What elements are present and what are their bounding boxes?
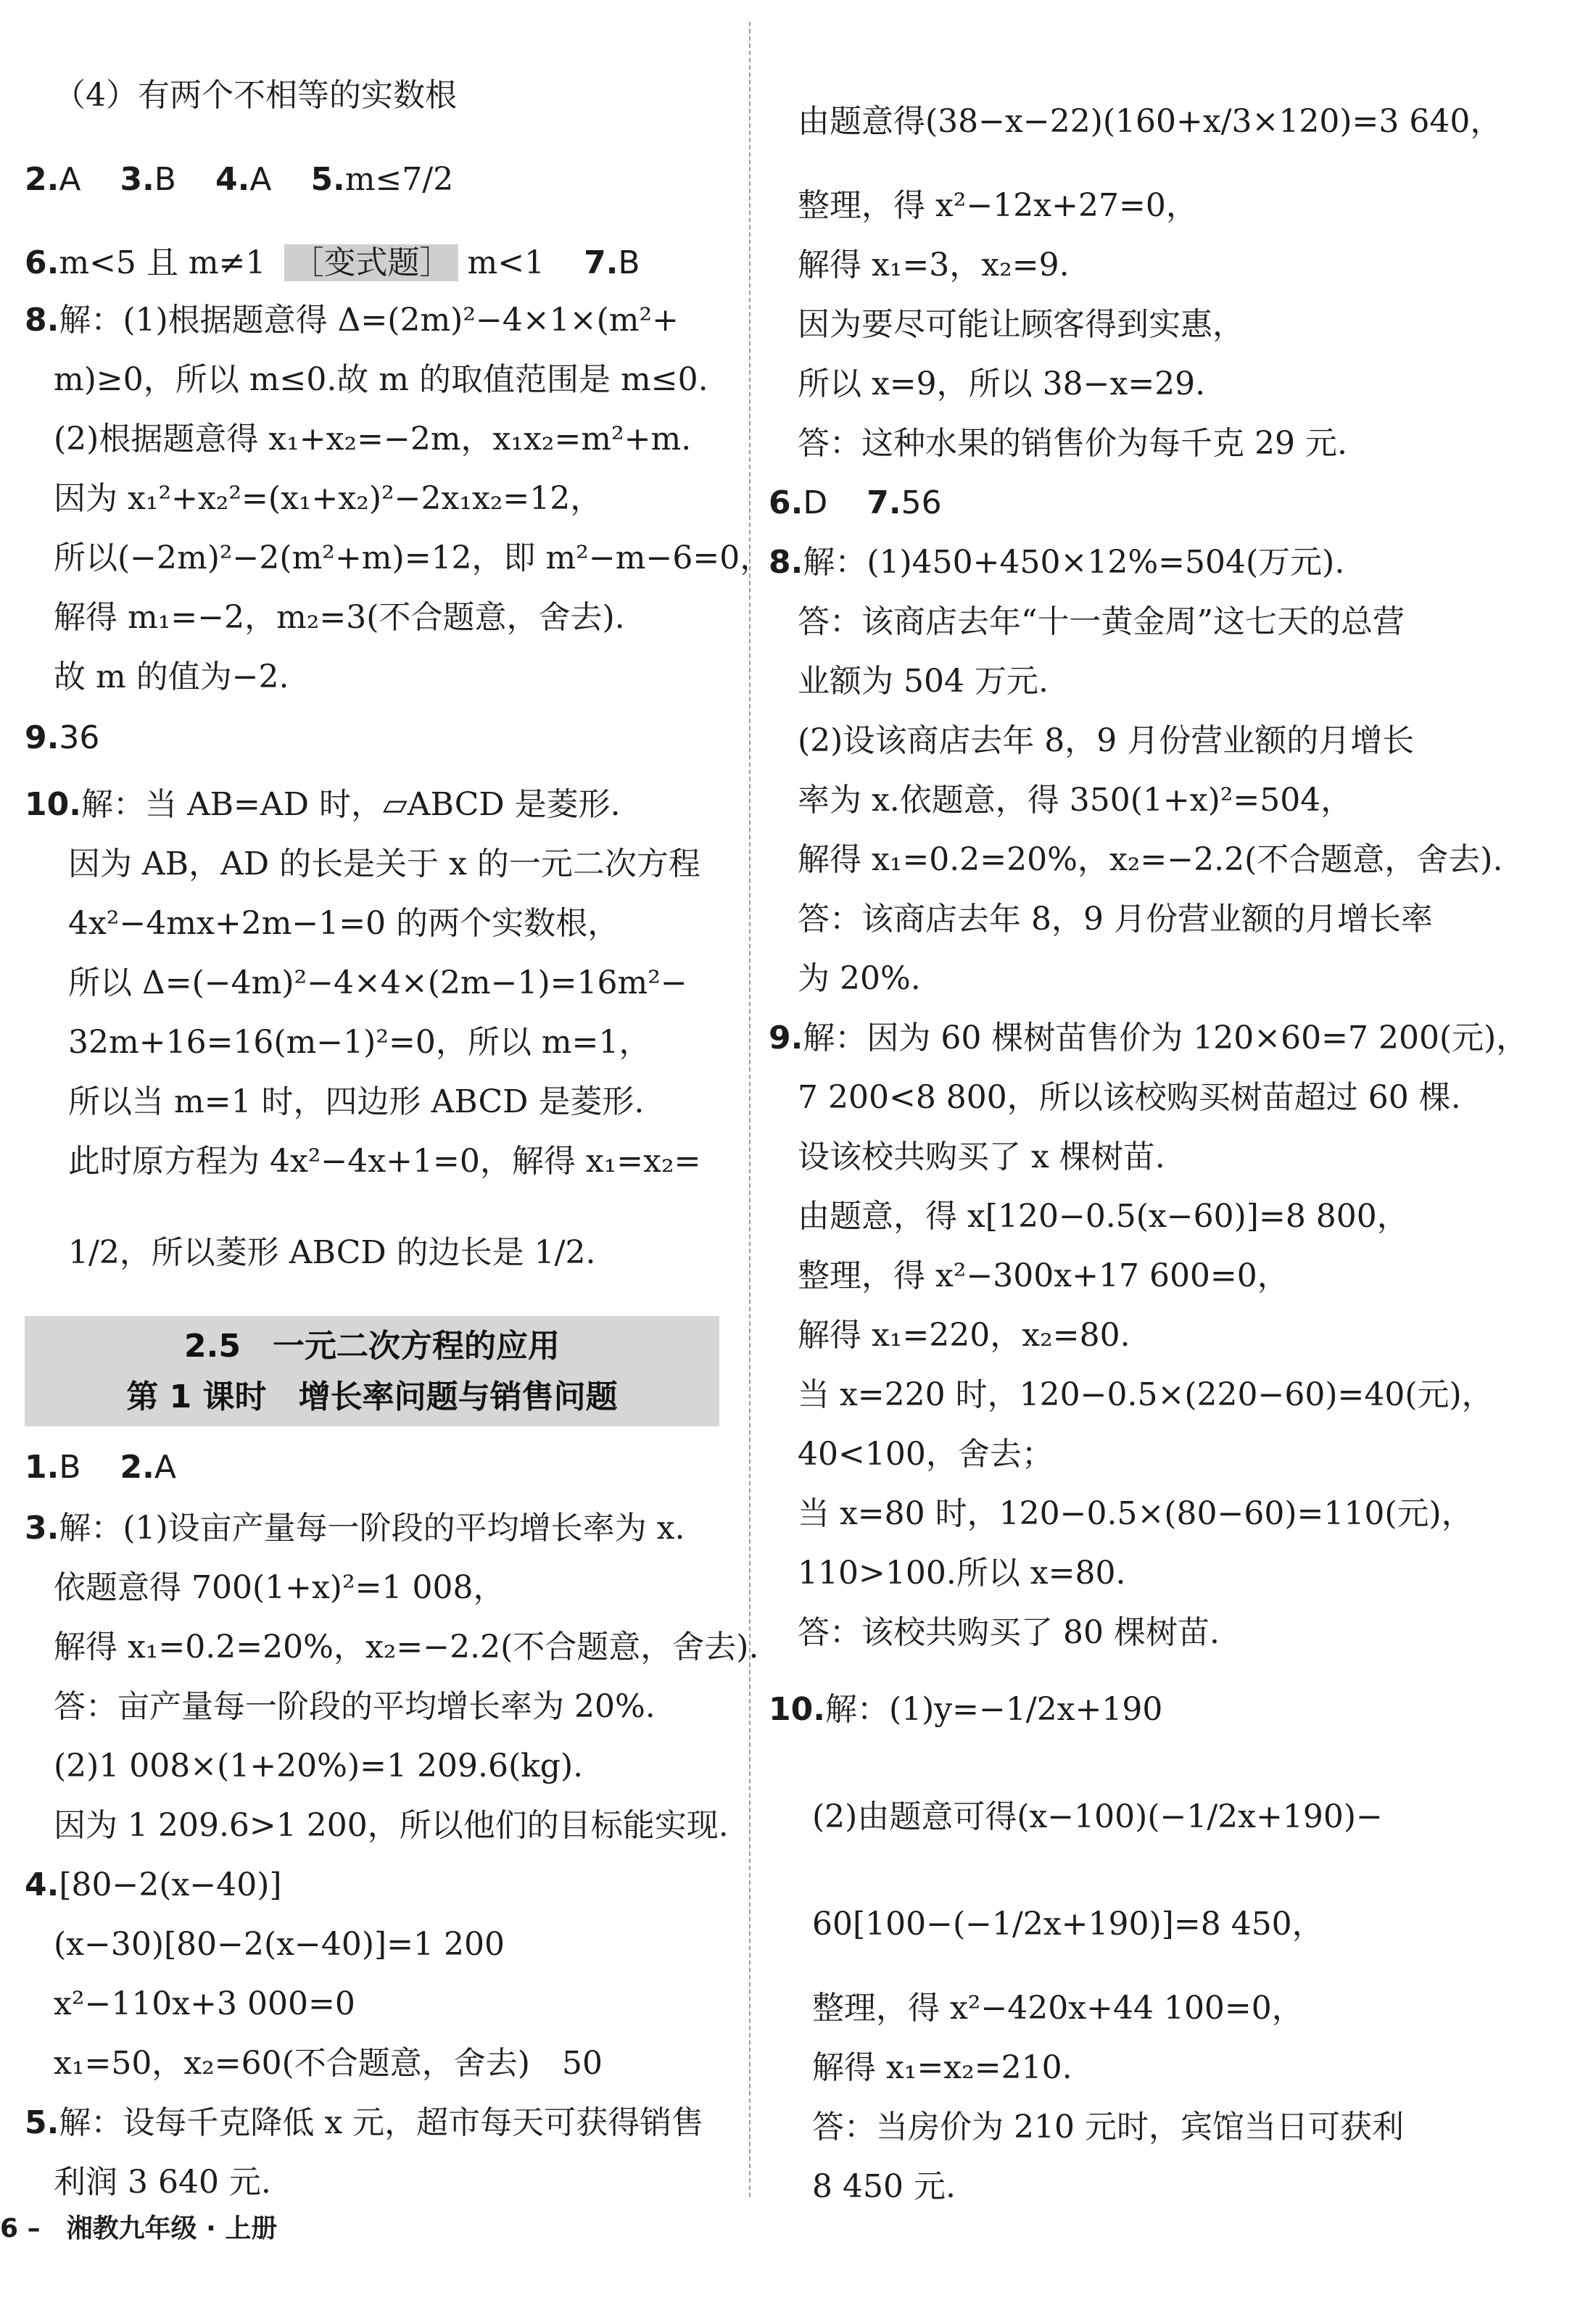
answer-line: 故 m 的值为−2.	[54, 658, 289, 695]
answer-line: 8.解：(1)450+450×12%=504(万元).	[769, 544, 1345, 581]
answer-line: 业额为 504 万元.	[798, 663, 1049, 700]
answer-line: 整理，得 x²−300x+17 600=0，	[798, 1257, 1289, 1294]
answer-line: 因为要尽可能让顾客得到实惠，	[798, 306, 1244, 343]
answer-line: 110>100.所以 x=80.	[798, 1555, 1126, 1592]
answer-line: 所以(−2m)²−2(m²+m)=12，即 m²−m−6=0，	[54, 539, 772, 576]
answer-line: (2)1 008×(1+20%)=1 209.6(kg).	[54, 1748, 584, 1784]
answer-line: 40<100，舍去；	[798, 1436, 1054, 1473]
answer-line: 整理，得 x²−420x+44 100=0，	[812, 1990, 1304, 2027]
answer-line: 10.解：(1)y=−1/2x+190	[769, 1691, 1163, 1728]
answer-line: 4x²−4mx+2m−1=0 的两个实数根，	[68, 905, 620, 942]
answer-line: 解得 x₁=0.2=20%，x₂=−2.2(不合题意，舍去).	[798, 841, 1503, 878]
answer-line: 10.解：当 AB=AD 时，▱ABCD 是菱形.	[25, 786, 621, 823]
answer-line: 利润 3 640 元.	[54, 2164, 271, 2201]
answer-line: 9.解：因为 60 棵树苗售价为 120×60=7 200(元)，	[769, 1020, 1529, 1056]
answer-line: 依题意得 700(1+x)²=1 008，	[54, 1569, 505, 1606]
answer-line: 由题意得(38−x−22)(160+x/3×120)=3 640，	[798, 103, 1502, 140]
answer-line: 因为 x₁²+x₂²=(x₁+x₂)²−2x₁x₂=12，	[54, 480, 603, 517]
answer-line: 5.解：设每千克降低 x 元，超市每天可获得销售	[25, 2104, 704, 2141]
answer-line: 2.A 3.B 4.A 5.m≤7/2	[25, 161, 454, 198]
answer-line: x²−110x+3 000=0	[54, 1985, 355, 2022]
answer-line: 解得 x₁=0.2=20%，x₂=−2.2(不合题意，舍去).	[54, 1629, 759, 1666]
answer-line: 答：这种水果的销售价为每千克 29 元.	[798, 425, 1347, 462]
answer-line: 8 450 元.	[812, 2168, 956, 2205]
answer-line: 答：亩产量每一阶段的平均增长率为 20%.	[54, 1688, 656, 1725]
answer-line: 1.B 2.A	[25, 1449, 176, 1486]
answer-line: (2)设该商店去年 8，9 月份营业额的月增长	[798, 722, 1415, 759]
answer-line: 解得 m₁=−2，m₂=3(不合题意，舍去).	[54, 599, 625, 636]
answer-line: 7 200<8 800，所以该校购买树苗超过 60 棵.	[798, 1079, 1461, 1116]
answer-line: 答：该商店去年“十一黄金周”这七天的总营	[798, 603, 1405, 640]
answer-line: 设该校共购买了 x 棵树苗.	[798, 1138, 1165, 1175]
answer-line: 所以 x=9，所以 38−x=29.	[798, 365, 1206, 402]
answer-line: 率为 x.依题意，得 350(1+x)²=504，	[798, 782, 1353, 819]
answer-line: 答：该商店去年 8，9 月份营业额的月增长率	[798, 901, 1433, 938]
section-subtitle: 第 1 课时 增长率问题与销售问题	[126, 1378, 618, 1415]
page-footer: 6 – 湘教九年级 · 上册	[0, 2214, 278, 2243]
answer-line: 答：当房价为 210 元时，宾馆当日可获利	[812, 2109, 1404, 2146]
answer-line: x₁=50，x₂=60(不合题意，舍去) 50	[54, 2045, 603, 2082]
column-divider	[749, 22, 751, 2197]
answer-line: 8.解：(1)根据题意得 Δ=(2m)²−4×1×(m²+	[25, 302, 679, 339]
answer-line: （4）有两个不相等的实数根	[54, 77, 457, 114]
answer-line: 答：该校共购买了 80 棵树苗.	[798, 1614, 1220, 1651]
answer-line: 9.36	[25, 719, 100, 756]
answer-line: 6.D 7.56	[769, 484, 942, 521]
answer-line: 60[100−(−1/2x+190)]=8 450，	[812, 1906, 1324, 1943]
answer-line: (x−30)[80−2(x−40)]=1 200	[54, 1926, 505, 1963]
answer-line: m)≥0，所以 m≤0.故 m 的取值范围是 m≤0.	[54, 361, 708, 398]
answer-line: 6.m<5 且 m≠1 ［变式题］ m<1 7.B	[25, 244, 640, 281]
answer-line: 当 x=220 时，120−0.5×(220−60)=40(元)，	[798, 1376, 1494, 1413]
answer-line: 由题意，得 x[120−0.5(x−60)]=8 800，	[798, 1198, 1409, 1235]
answer-line: 为 20%.	[798, 960, 921, 997]
section-title: 2.5 一元二次方程的应用	[184, 1328, 560, 1365]
answer-line: 解得 x₁=3，x₂=9.	[798, 247, 1070, 284]
answer-line: 整理，得 x²−12x+27=0，	[798, 187, 1198, 224]
answer-line: 解得 x₁=220，x₂=80.	[798, 1317, 1130, 1354]
answer-line: 解得 x₁=x₂=210.	[812, 2049, 1072, 2086]
answer-line: 此时原方程为 4x²−4x+1=0，解得 x₁=x₂=	[68, 1143, 701, 1180]
answer-line: (2)由题意可得(x−100)(−1/2x+190)−	[812, 1798, 1383, 1835]
answer-line: 1/2，所以菱形 ABCD 的边长是 1/2.	[68, 1234, 596, 1271]
variant-tag: ［变式题］	[284, 244, 458, 281]
answer-line: 因为 AB，AD 的长是关于 x 的一元二次方程	[68, 845, 700, 882]
answer-line: 3.解：(1)设亩产量每一阶段的平均增长率为 x.	[25, 1510, 685, 1547]
answer-line: 所以 Δ=(−4m)²−4×4×(2m−1)=16m²−	[68, 964, 687, 1001]
section-header	[25, 1316, 719, 1426]
answer-line: (2)根据题意得 x₁+x₂=−2m，x₁x₂=m²+m.	[54, 421, 692, 458]
answer-line: 4.[80−2(x−40)]	[25, 1866, 282, 1903]
answer-line: 因为 1 209.6>1 200，所以他们的目标能实现.	[54, 1807, 729, 1844]
answer-line: 32m+16=16(m−1)²=0，所以 m=1，	[68, 1024, 651, 1061]
answer-line: 所以当 m=1 时，四边形 ABCD 是菱形.	[68, 1083, 645, 1120]
answer-line: 当 x=80 时，120−0.5×(80−60)=110(元)，	[798, 1495, 1473, 1532]
